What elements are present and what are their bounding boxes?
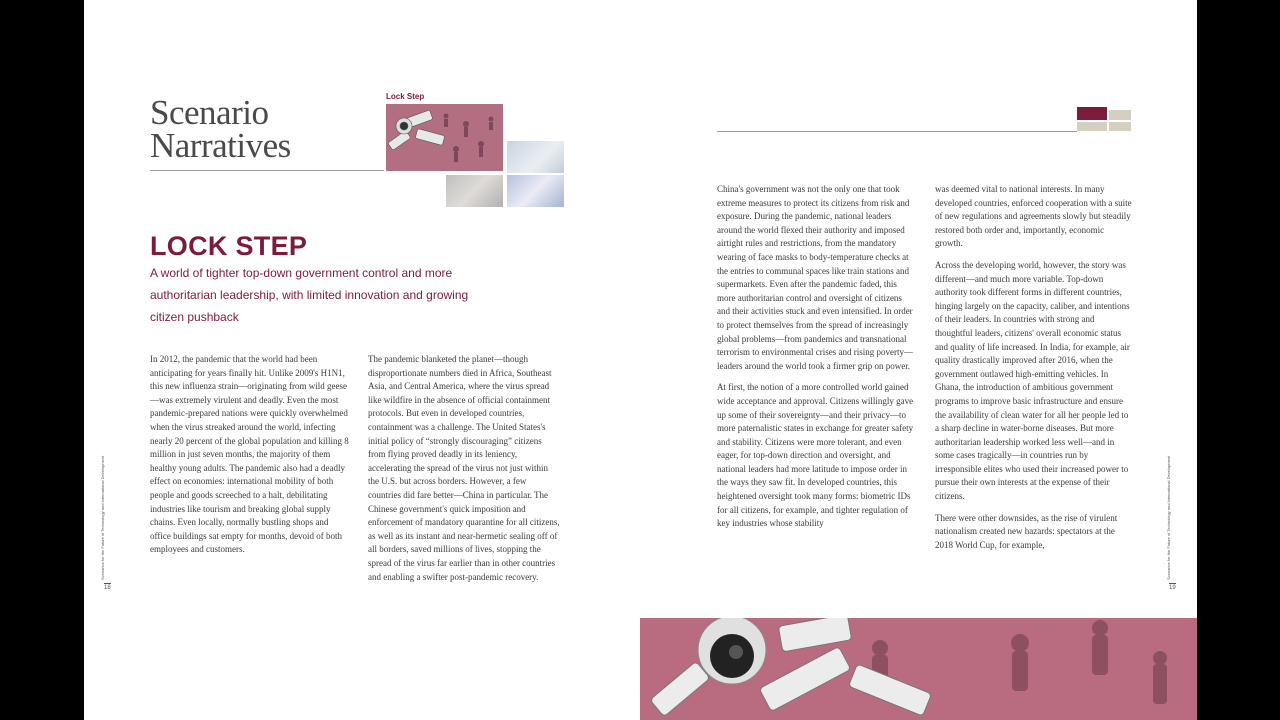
paragraph: At first, the notion of a more controlled world gained wide acceptance and approval. Citizens willingly gave up some of their sovereignty—and their privacy—to more paternalistic states in exchange for greater safety and stability. Citizens were more tolerant, and even eager, for top-down direction and oversight, and national leaders had more latitude to impose order in the ways they saw fit. In developed countries, this heightened oversight took many forms: biometric IDs for all citizens, for example, and tighter regulation of key industries whose stability bbox=[717, 382, 914, 529]
scenario-thumbnail-2[interactable] bbox=[507, 141, 564, 173]
paragraph: There were other downsides, as the rise of virulent nationalism created new hazards: spectators at the 2018 World Cup, for example, bbox=[935, 512, 1118, 550]
page-number-left: 18 bbox=[104, 585, 111, 591]
running-footer-left: Scenarios for the Future of Technology and International Development bbox=[100, 455, 105, 580]
body-column-1 bbox=[150, 353, 350, 565]
title-rule bbox=[150, 170, 384, 171]
square-tan bbox=[1109, 122, 1131, 131]
header-rule-right bbox=[717, 131, 1077, 132]
scenario-thumbnail-4[interactable] bbox=[507, 175, 564, 207]
scenario-subheading: A world of tighter top-down government control and more authoritarian leadership, with limited innovation and growing citizen pushback bbox=[150, 266, 469, 324]
square-tan bbox=[1077, 122, 1107, 131]
section-title-line1: Scenario bbox=[150, 93, 269, 132]
scenario-thumbnail-3[interactable] bbox=[446, 175, 503, 207]
page-number-right: 19 bbox=[1169, 585, 1176, 591]
body-column-4 bbox=[935, 183, 1133, 560]
camera-cluster-icon bbox=[386, 104, 503, 171]
body-column-2 bbox=[368, 353, 560, 592]
section-title-line2: Narratives bbox=[150, 126, 291, 165]
square-accent bbox=[1077, 107, 1107, 120]
paragraph: Across the developing world, however, the story was different—and much more variable. Top-down authority took different forms in different countries, hinging largely on the capacity, caliber, and intentions of their leaders. In countries with strong and thoughtful leaders, citizens' overall economic status and quality of life increased. In India, for example, air quality drastically improved after 2016, when the government outlawed high-emitting vehicles. In Ghana, the introduction of ambitious government programs to improve basic infrastructure and ensure the availability of clean water for all her people led to a sharp decline in water-borne diseases. But more authoritarian leadership worked less well—and in some cases tragically—in countries run by irresponsible elites who used their increased power to pursue their own interests at the expense of their citizens. bbox=[935, 259, 1130, 502]
paragraph: In 2012, the pandemic that the world had been anticipating for years finally hit. Unlike 2009's H1N1, this new influenza strain—originating from wild geese—was extremely virulent and deadly. Even the most pandemic-prepared nations were quickly overwhelmed when the virus streaked around the world, infecting nearly 20 percent of the global population and killing 8 million in just seven months, the majority of them healthy young adults. The pandemic also had a deadly effect on economies: international mobility of both people and goods screeched to a halt, debilitating industries like tourism and breaking global supply chains. Even locally, normally bustling shops and office buildings sat empty for months, devoid of both employees and customers. bbox=[150, 354, 349, 555]
running-footer-right: Scenarios for the Future of Technology and International Development bbox=[1166, 455, 1171, 580]
paragraph: The pandemic blanketed the planet—though disproportionate numbers died in Africa, Southeast Asia, and Central America, where the virus spread like wildfire in the absence of official containment protocols. But even in developed countries, containment was a challenge. The United States's initial policy of “strongly discouraging” citizens from flying proved deadly in its leniency, accelerating the spread of the virus not just within the U.S. but across borders. However, a few countries did fare better—China in particular. The Chinese government's quick imposition and enforcement of mandatory quarantine for all citizens, as well as its instant and near-hermetic sealing off of all borders, saved millions of lives, stopping the spread of the virus far earlier than in other countries and enabling a swifter post-pandemic recovery. bbox=[368, 354, 560, 582]
section-title bbox=[150, 93, 291, 165]
surveillance-photo bbox=[640, 618, 1197, 720]
thumbnail-label: Lock Step bbox=[386, 92, 425, 101]
surveillance-camera-icon bbox=[640, 618, 1197, 720]
lockstep-thumbnail[interactable] bbox=[386, 104, 503, 171]
paragraph: was deemed vital to national interests. In many developed countries, enforced cooperation with a suite of new regulations and agreements slowly but steadily restored both order and, importantly, economic growth. bbox=[935, 184, 1132, 249]
square-tan bbox=[1109, 110, 1131, 120]
body-column-3 bbox=[717, 183, 915, 539]
paragraph: China's government was not the only one that took extreme measures to protect its citizens from risk and exposure. During the pandemic, national leaders around the world flexed their authority and imposed airtight rules and restrictions, from the mandatory wearing of face masks to body-temperature checks at the entries to communal spaces like train stations and supermarkets. Even after the pandemic faded, this more authoritarian control and oversight of citizens and their activities stuck and even intensified. In order to protect themselves from the spread of increasingly global problems—from pandemics and transnational terrorism to environmental crises and rising poverty—leaders around the world took a firmer grip on power. bbox=[717, 184, 913, 371]
book-spread bbox=[84, 0, 1197, 720]
scenario-heading: LOCK STEP bbox=[150, 231, 308, 261]
